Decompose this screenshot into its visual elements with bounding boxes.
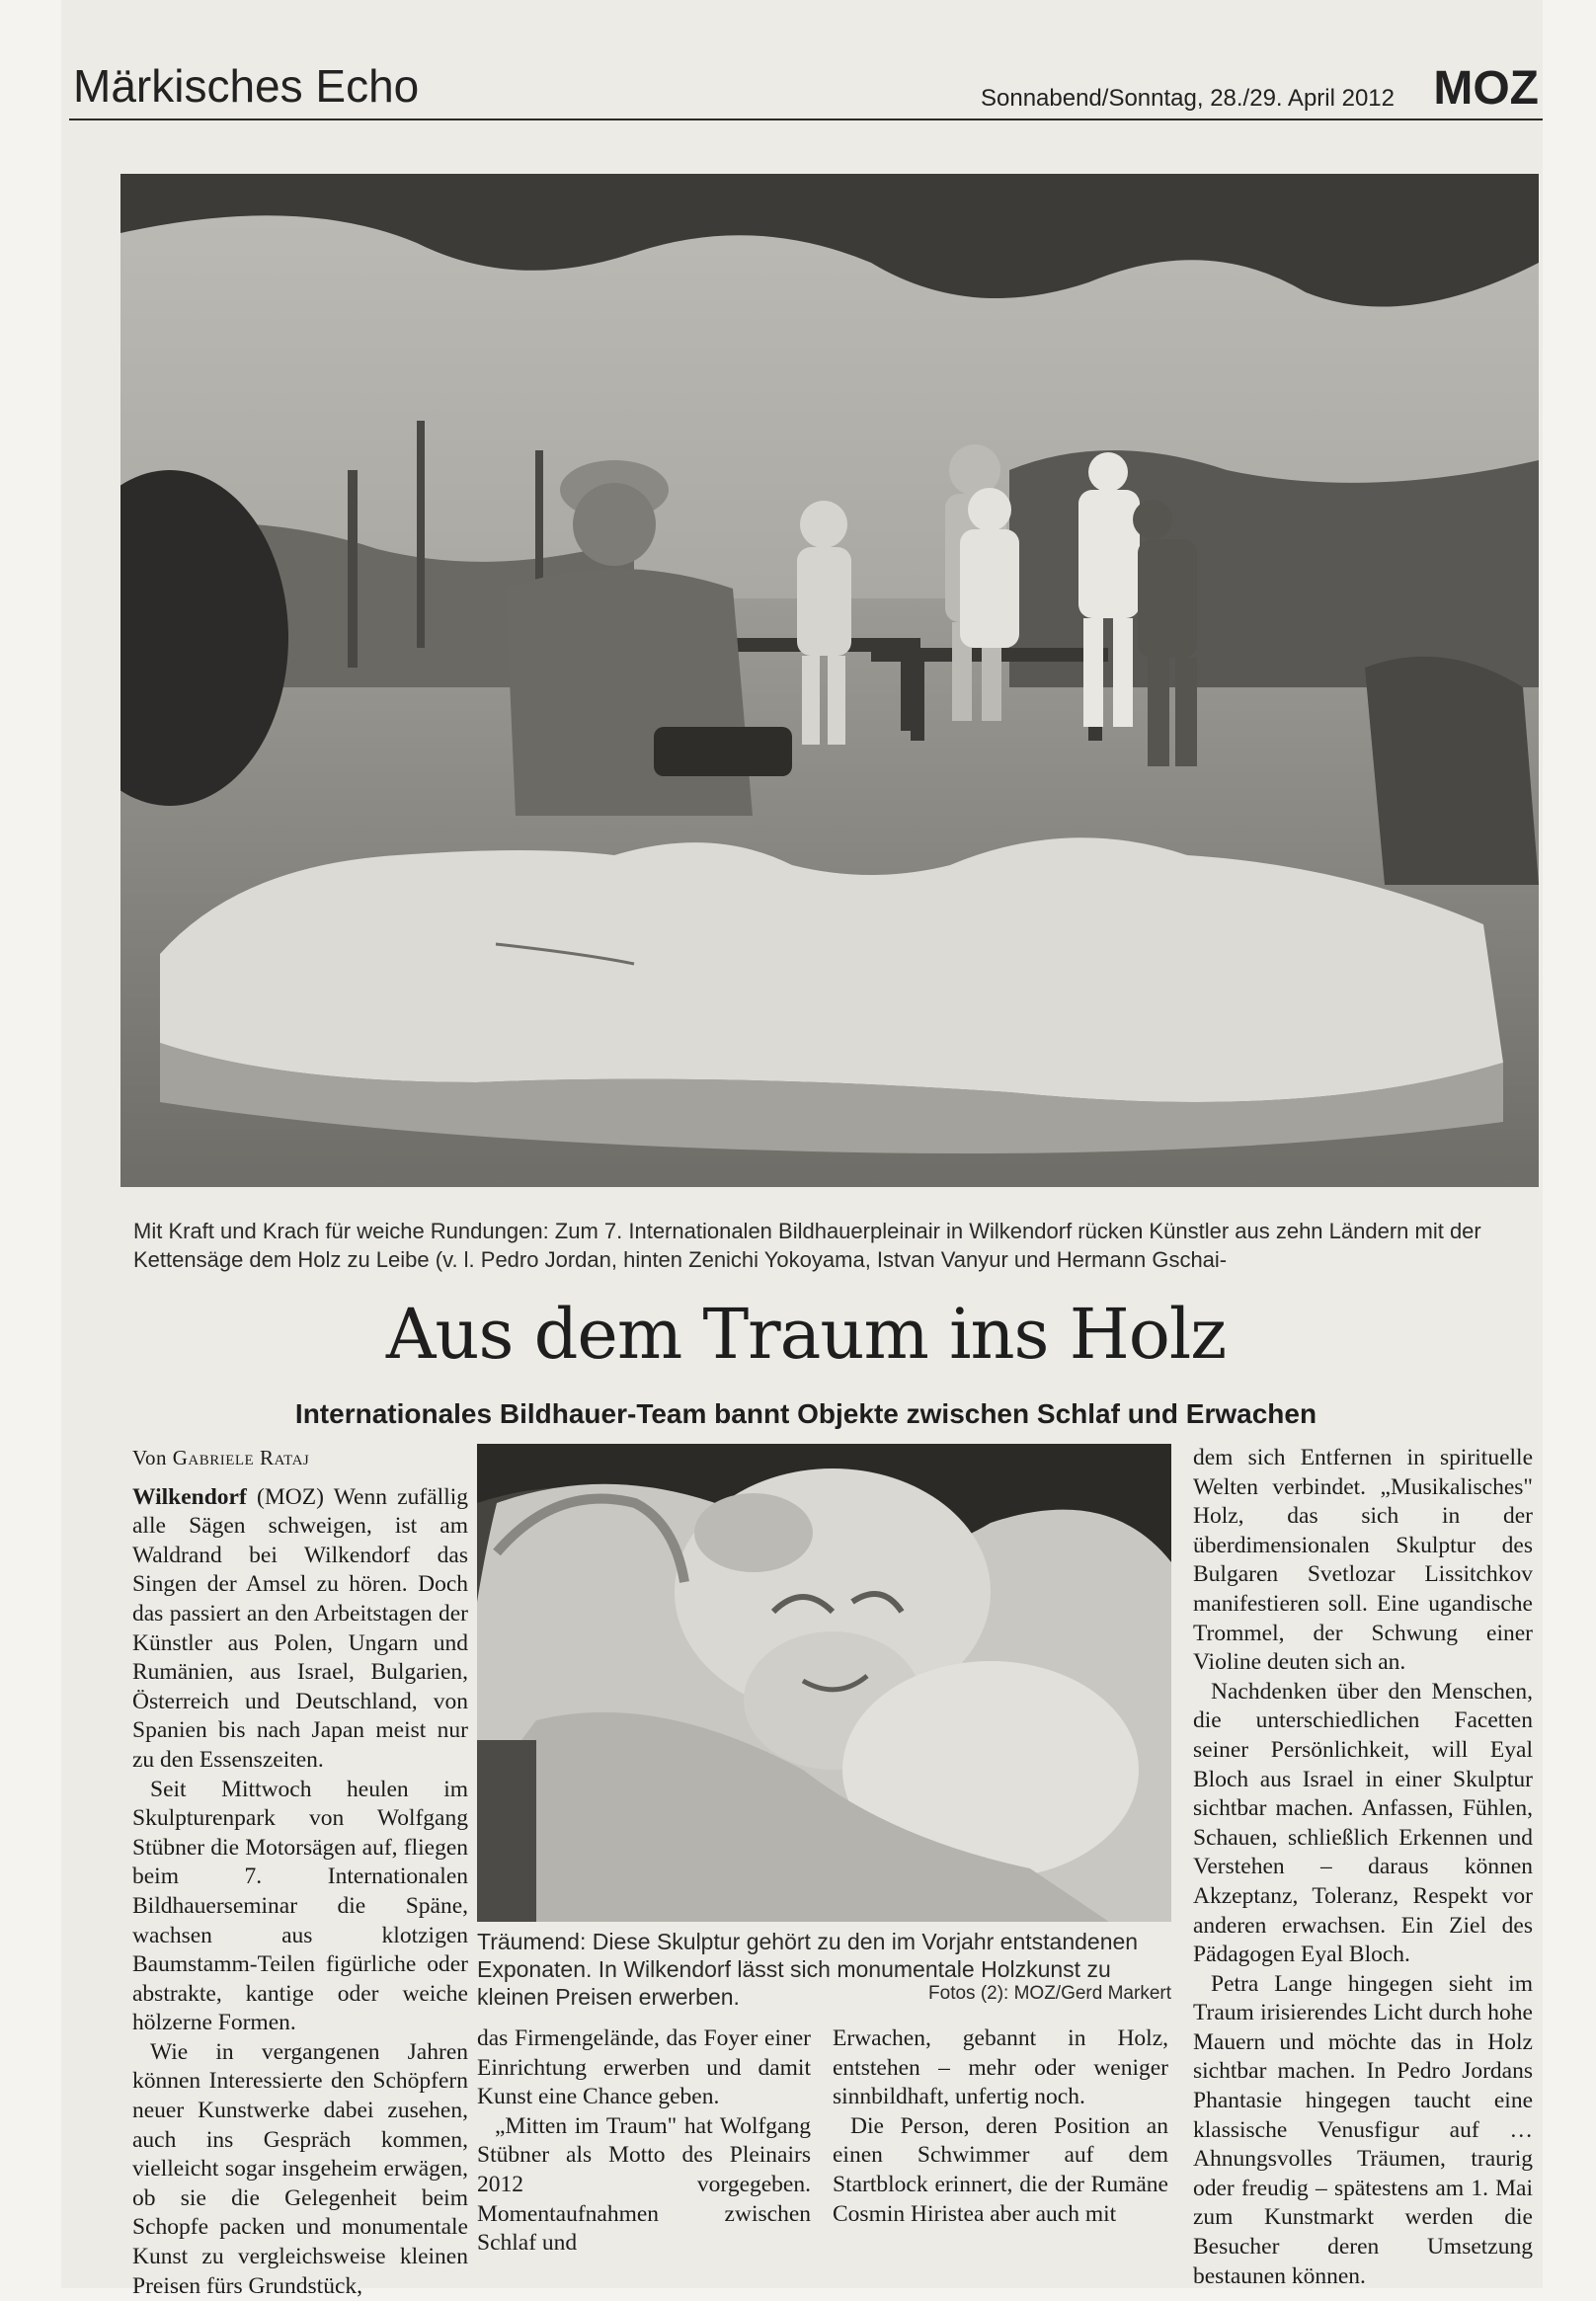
sculpture-photo [477, 1444, 1171, 1922]
paragraph: Die Person, deren Position an einen Schwimmer auf dem Startblock erinnert, die der Rumäne Cosmin Hiristea aber auch mit [833, 2112, 1168, 2227]
paragraph: „Mitten im Traum" hat Wolfgang Stübner als Motto des Pleinairs 2012 vorgegeben. Momentaufnahmen zwischen Schlaf und [477, 2112, 811, 2257]
article-column-3 [833, 2024, 1168, 2229]
issue-date: Sonnabend/Sonntag, 28./29. April 2012 [980, 85, 1395, 112]
masthead [69, 57, 1543, 120]
paragraph: das Firmengelände, das Foyer einer Einrichtung erwerben und damit Kunst eine Chance geben. [477, 2025, 811, 2110]
article-column-4 [1193, 1444, 1533, 2291]
top-photo [120, 174, 1539, 1187]
paragraph: Petra Lange hingegen sieht im Traum irisierendes Licht durch hohe Mauern und möchte das in Holz sichtbar machen. In Pedro Jordans Phantasie hingegen taucht eine klassische Venusfigur auf … Ahnungsvolles Träumen, traurig oder freudig – spätestens am 1. Mai zum Kunstmarkt werden die Besucher deren Umsetzung bestaunen können. [1193, 1970, 1533, 2289]
byline-prefix: Von [132, 1446, 167, 1469]
article-column-1 [132, 1444, 468, 2301]
newspaper-logo: MOZ [1433, 62, 1539, 115]
byline-author: Gabriele Rataj [172, 1446, 310, 1469]
article-dateline: Wilkendorf [132, 1483, 247, 1510]
paragraph: Nachdenken über den Menschen, die unterschiedlichen Facetten seiner Persönlichkeit, will Eyal Bloch aus Israel in einer Skulptur sichtbar machen. Anfassen, Fühlen, Schauen, schließlich Erkennen und Verstehen – daraus können Akzeptanz, Toleranz, Respekt vor anderen erwachsen. Ein Ziel des Pädagogen Eyal Bloch. [1193, 1678, 1533, 1968]
top-photo-caption: Mit Kraft und Krach für weiche Rundungen: Zum 7. Internationalen Bildhauerpleinair in Wilkendorf rücken Künstler aus zehn Ländern mit der Kettensäge dem Holz zu Leibe (v. l. Pedro Jordan, hinten Zenichi Yokoyama, Istvan Vanyur und Hermann Gschai- [133, 1219, 1481, 1272]
paragraph: Wie in vergangenen Jahren können Interessierte den Schöpfern neuer Kunstwerke dabei zusehen, auch ins Gespräch kommen, vielleicht sogar insgeheim erwägen, ob sie die Gelegenheit beim Schopfe packen und monumentale Kunst zu vergleichsweise kleinen Preisen fürs Grundstück, [132, 2038, 468, 2299]
paragraph: Erwachen, gebannt in Holz, entstehen – mehr oder weniger sinnbildhaft, unfertig noch. [833, 2025, 1168, 2110]
article-column-2 [477, 2024, 811, 2259]
paragraph: Seit Mittwoch heulen im Skulpturenpark von Wolfgang Stübner die Motorsägen auf, fliegen beim 7. Internationalen Bildhauerseminar die Späne, wachsen aus klotzigen Baumstamm-Teilen figürliche oder abstrakte, kantige oder weiche hölzerne Formen. [132, 1776, 468, 2036]
byline [132, 1444, 468, 1473]
paragraph: dem sich Entfernen in spirituelle Welten verbindet. „Musikalisches" Holz, das sich in der überdimensionalen Skulptur des Bulgaren Svetlozar Lissitchkov manifestieren soll. Eine ugandische Trommel, der Schwung einer Violine deuten sich an. [1193, 1445, 1533, 1676]
subheadline: Internationales Bildhauer-Team bannt Objekte zwischen Schlaf und Erwachen [294, 1398, 1317, 1429]
headline: Aus dem Traum ins Holz [385, 1294, 1227, 1375]
photo-credit: Fotos (2): MOZ/Gerd Markert [928, 1983, 1171, 2004]
section-name: Märkisches Echo [73, 60, 420, 112]
sculpture-photo-caption: Träumend: Diese Skulptur gehört zu den im Vorjahr entstandenen Exponaten. In Wilkendorf lässt sich monumentale Holzkunst zu kleinen Preisen erwerben. [477, 1929, 1139, 2010]
paragraph: (MOZ) Wenn zufällig alle Sägen schweigen, ist am Waldrand bei Wilkendorf das Singen der Amsel zu hören. Doch das passiert an den Arbeitstagen der Künstler aus Polen, Ungarn und Rumänien, aus Israel, Bulgarien, Österreich und Deutschland, von Spanien bis nach Japan meist nur zu den Essenszeiten. [132, 1483, 469, 1773]
